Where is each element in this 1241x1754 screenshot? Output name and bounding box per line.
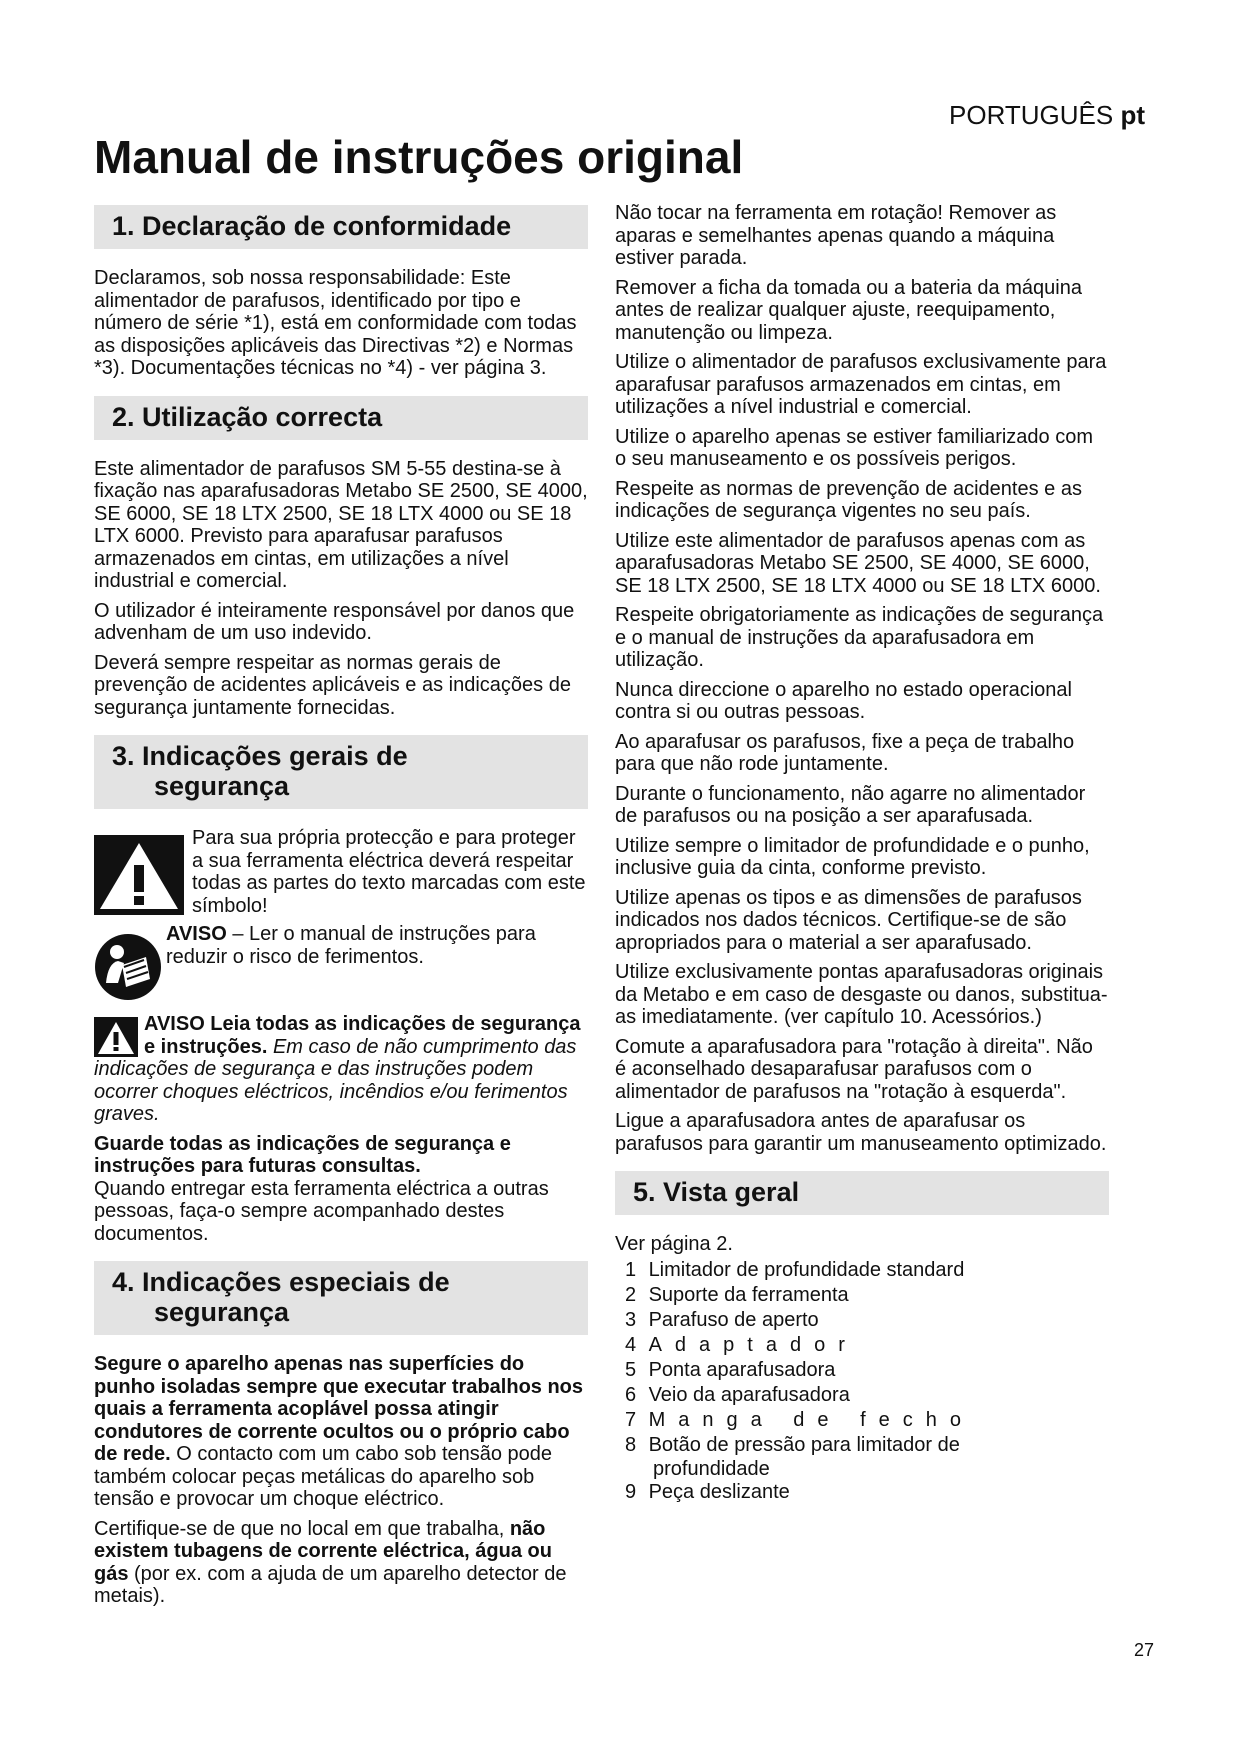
language-code: pt	[1120, 100, 1145, 130]
safety-paragraph: Não tocar na ferramenta em rotação! Remover as aparas e semelhantes apenas quando a máquina estiver parada.	[615, 202, 1057, 269]
insulated-grip-text: O contacto com um cabo sob tensão pode também colocar peças metálicas do aparelho sob tensão e provocar um choque eléctrico.	[94, 1443, 553, 1510]
list-item: 2 Suporte da ferramenta	[625, 1283, 849, 1306]
safety-paragraph: Durante o funcionamento, não agarre no alimentador de parafusos ou na posição a ser aparafusada.	[615, 782, 1086, 827]
safety-paragraph: Ligue a aparafusadora antes de aparafusar os parafusos para garantir um manuseamento optimizado.	[615, 1110, 1107, 1155]
section-5-heading	[615, 1171, 1109, 1215]
section-title: Utilização correcta	[142, 401, 383, 432]
section-1-heading	[94, 205, 588, 249]
overview-list	[615, 1258, 1109, 1505]
safety-paragraph: Utilize o alimentador de parafusos exclusivamente para aparafusar parafusos armazenados em cintas, em utilizações a nível industrial e comercial.	[615, 351, 1107, 418]
safety-paragraph: Remover a ficha da tomada ou a bateria da máquina antes de realizar qualquer ajuste, reequipamento, manutenção ou limpeza.	[615, 276, 1082, 344]
aviso-text: – Ler o manual de instruções para reduzir o risco de ferimentos.	[166, 923, 536, 968]
list-item: 6 Veio da aparafusadora	[625, 1383, 850, 1406]
section-number: 4.	[112, 1267, 135, 1297]
section-title: Vista geral	[663, 1177, 800, 1207]
section-number: 2.	[112, 401, 135, 432]
keep-instructions-bold: Guarde todas as indicações de segurança e instruções para futuras consultas.	[94, 1132, 511, 1177]
list-item: 5 Ponta aparafusadora	[625, 1358, 836, 1381]
safety-paragraph: Respeite as normas de prevenção de acidentes e as indicações de segurança vigentes no seu país.	[615, 477, 1082, 522]
safety-paragraph: Utilize este alimentador de parafusos apenas com as aparafusadoras Metabo SE 2500, SE 4000, SE 6000, SE 18 LTX 2500, SE 18 LTX 4000 ou SE 18 LTX 6000.	[615, 529, 1101, 597]
safety-paragraph: Utilize sempre o limitador de profundidade e o punho, inclusive guia da cinta, conforme previsto.	[615, 834, 1090, 879]
declaration-paragraph: Declaramos, sob nossa responsabilidade: Este alimentador de parafusos, identificado por tipo e número de série *1), está em conformidade com todas as disposições aplicáveis das Directivas *2) e Normas *3). Documentações técnicas no *4) - ver página 3.	[94, 267, 577, 379]
aviso-italic-text: Em caso de não cumprimento das indicações de segurança e das instruções podem ocorrer choques eléctricos, incêndios e/ou ferimentos graves.	[94, 1035, 577, 1125]
list-item: 3 Parafuso de aperto	[625, 1308, 819, 1331]
safety-paragraph: Utilize exclusivamente pontas aparafusadoras originais da Metabo e em caso de desgaste ou danos, substitua-as imediatamente. (ver capítulo 10. Acessórios.)	[615, 961, 1108, 1028]
safety-paragraph: Utilize apenas os tipos e as dimensões de parafusos indicados nos dados técnicos. Certifique-se de são apropriados para o material a ser aparafusado.	[615, 886, 1082, 954]
insulated-grip-paragraph	[94, 1353, 588, 1511]
read-manual-block	[94, 923, 588, 1001]
list-item: 1 Limitador de profundidade standard	[625, 1258, 965, 1281]
section-title: Declaração de conformidade	[142, 211, 512, 241]
read-manual-icon	[94, 933, 162, 1001]
warning-symbol-text: Para sua própria protecção e para proteger a sua ferramenta eléctrica deverá respeitar todas as partes do texto marcadas com este símbolo!	[192, 827, 586, 917]
section-number: 1.	[112, 211, 135, 241]
aviso-label: AVISO	[166, 923, 227, 945]
safety-paragraph: Respeite obrigatoriamente as indicações de segurança e o manual de instruções da aparafusadora em utilização.	[615, 604, 1104, 671]
section-title-line-1: Indicações especiais de	[142, 1267, 450, 1297]
safety-paragraph: Utilize o aparelho apenas se estiver familiarizado com o seu manuseamento e os possíveis perigos.	[615, 425, 1094, 470]
usage-paragraph-2: O utilizador é inteiramente responsável por danos que advenham de um uso indevido.	[94, 599, 575, 644]
list-item: 8 Botão de pressão para limitador de profundidade	[625, 1433, 960, 1480]
section-3-heading	[94, 735, 588, 809]
list-item: 4 Adaptador	[625, 1333, 858, 1356]
section-title-line-2: segurança	[154, 771, 290, 801]
aviso-all-instructions	[94, 1013, 588, 1126]
safety-paragraph: Nunca direccione o aparelho no estado operacional contra si ou outras pessoas.	[615, 678, 1072, 723]
hidden-lines-text-a: Certifique-se de que no local em que trabalha,	[94, 1517, 510, 1540]
left-column	[94, 205, 588, 1615]
section-4-heading	[94, 1261, 588, 1335]
section-2-heading	[94, 396, 588, 440]
hidden-lines-text-b: (por ex. com a ajuda de um aparelho detector de metais).	[94, 1562, 567, 1607]
language-header	[949, 100, 1145, 131]
warning-triangle-small-icon	[94, 1017, 138, 1057]
hidden-lines-bold: não existem tubagens de corrente eléctrica, água ou gás	[94, 1517, 552, 1585]
usage-paragraph-1: Este alimentador de parafusos SM 5-55 destina-se à fixação nas aparafusadoras Metabo SE 2500, SE 4000, SE 6000, SE 18 LTX 2500, SE 18 LTX 4000 ou SE 18 LTX 6000. Previsto para aparafusar parafusos armazenados em cintas, em utilizações a nível industrial e comercial.	[94, 457, 588, 592]
page-number: 27	[1134, 1640, 1155, 1660]
right-column	[615, 202, 1109, 1505]
keep-instructions-text: Quando entregar esta ferramenta eléctrica a outras pessoas, faça-o sempre acompanhado destes documentos.	[94, 1177, 549, 1245]
warning-triangle-icon	[94, 835, 184, 915]
aviso-bold-text: AVISO Leia todas as indicações de segurança e instruções.	[144, 1013, 581, 1058]
insulated-grip-bold: Segure o aparelho apenas nas superfícies do punho isoladas sempre que executar trabalhos nos quais a ferramenta acoplável possa atingir condutores de corrente ocultos ou o próprio cabo de rede.	[94, 1353, 584, 1465]
list-item: 9 Peça deslizante	[625, 1480, 790, 1503]
page-title: Manual de instruções original	[94, 131, 744, 183]
section-number: 3.	[112, 741, 135, 771]
list-item: 7 Manga de fecho	[625, 1408, 974, 1431]
warning-symbol-block	[94, 827, 588, 917]
safety-paragraph: Ao aparafusar os parafusos, fixe a peça de trabalho para que não rode juntamente.	[615, 730, 1075, 775]
usage-paragraph-3: Deverá sempre respeitar as normas gerais de prevenção de acidentes aplicáveis e as indicações de segurança juntamente fornecidas.	[94, 651, 571, 719]
section-title-line-2: segurança	[154, 1297, 290, 1327]
language-name: PORTUGUÊS	[949, 100, 1114, 130]
hidden-lines-paragraph	[94, 1518, 588, 1608]
section-number: 5.	[633, 1177, 656, 1207]
section-title-line-1: Indicações gerais de	[142, 741, 408, 771]
safety-paragraph: Comute a aparafusadora para "rotação à direita". Não é aconselhado desaparafusar parafusos com o alimentador de parafusos na "rotação à esquerda".	[615, 1035, 1093, 1103]
overview-intro: Ver página 2.	[615, 1233, 733, 1255]
